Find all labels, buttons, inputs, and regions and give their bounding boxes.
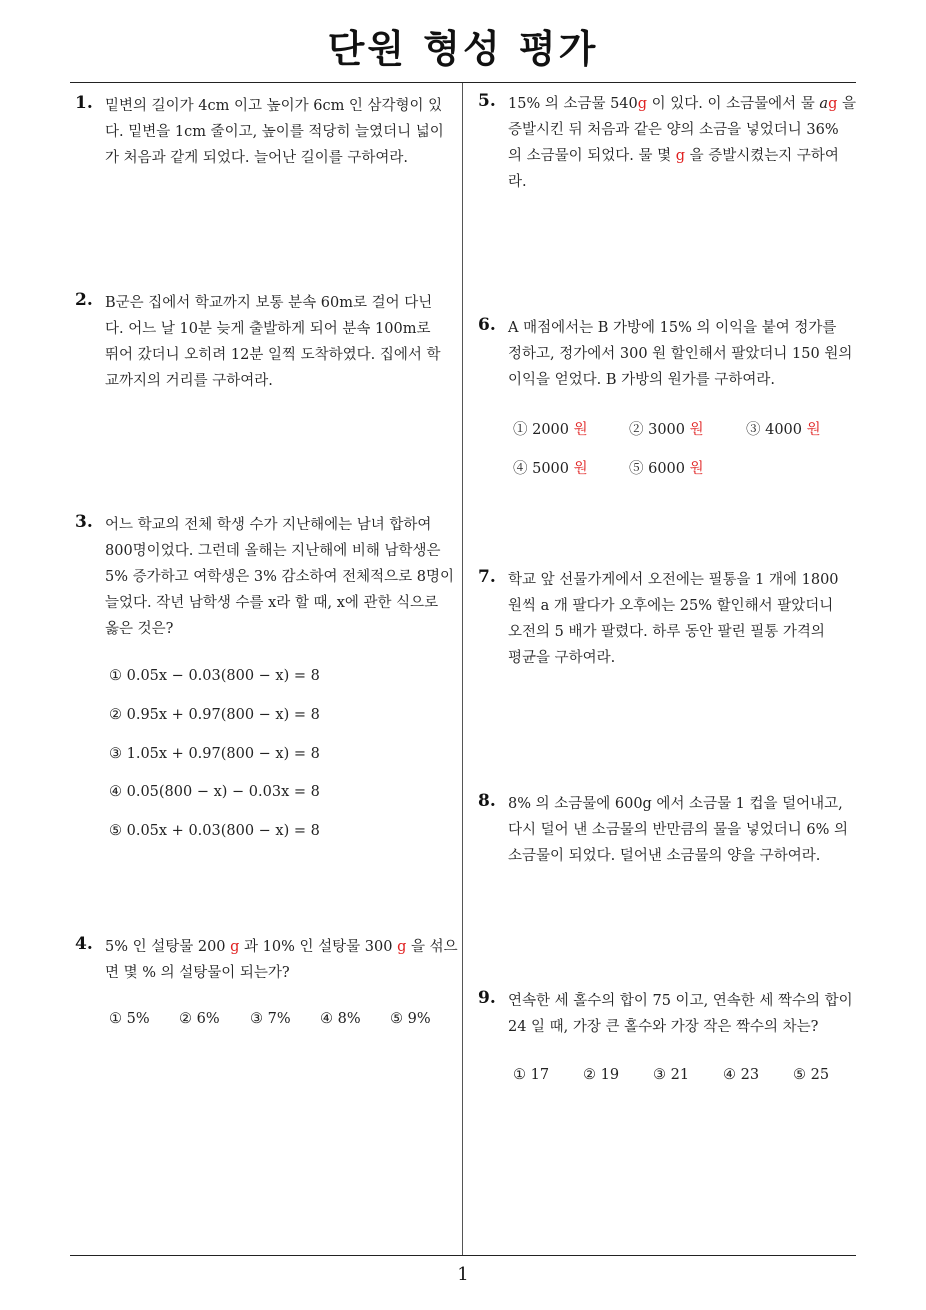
unit-gram: g: [230, 939, 240, 955]
choice-2[interactable]: ② 0.95x + 0.97(800 − x) = 8: [109, 707, 320, 723]
choice-row: [513, 418, 843, 438]
question-line: 원씩 a 개 팔다가 오후에는 25% 할인해서 팔았더니: [508, 598, 834, 614]
text-span: 을: [837, 96, 856, 112]
question-line: 옳은 것은?: [105, 621, 174, 637]
question-line: 이익을 얻었다. B 가방의 원가를 구하여라.: [508, 372, 776, 388]
choice-4[interactable]: ④ 23: [723, 1067, 760, 1083]
choice-text: ⑤ 6000: [629, 461, 690, 477]
top-divider: [70, 82, 856, 83]
unit-gram: g: [675, 148, 686, 164]
question-line: 평균을 구하여라.: [508, 650, 616, 666]
text-span: 을 섞으: [406, 939, 458, 955]
unit-won: 원: [806, 422, 821, 438]
choice-1[interactable]: ① 5%: [109, 1011, 150, 1027]
choice-2[interactable]: ② 19: [583, 1067, 620, 1083]
unit-won: 원: [689, 461, 704, 477]
choice-5[interactable]: ⑤ 9%: [390, 1011, 431, 1027]
choice-text: ③ 4000: [746, 422, 807, 438]
unit-gram: g: [637, 96, 648, 112]
choice-row: [513, 1067, 843, 1087]
unit-gram: g: [397, 939, 407, 955]
question-text: [105, 512, 455, 642]
choice-1[interactable]: [513, 418, 588, 439]
question-line: 면 몇 % 의 설탕물이 되는가?: [105, 965, 290, 981]
question-line: 800명이었다. 그런데 올해는 지난해에 비해 남학생은: [105, 543, 441, 559]
question-number: 7.: [478, 567, 496, 587]
question-text: [508, 567, 858, 671]
question-number: 4.: [75, 934, 93, 954]
page-number: 1: [457, 1264, 469, 1285]
question-number: 2.: [75, 290, 93, 310]
question-line: 뛰어 갔더니 오히려 12분 일찍 도착하였다. 집에서 학: [105, 347, 441, 363]
question-line: 학교 앞 선물가게에서 오전에는 필통을 1 개에 1800: [508, 572, 839, 588]
text-span: 과 10% 인 설탕물 300: [239, 939, 398, 955]
choice-text: ① 2000: [513, 422, 574, 438]
question-line: 소금물이 되었다. 덜어낸 소금물의 양을 구하여라.: [508, 848, 821, 864]
choice-5[interactable]: ⑤ 25: [793, 1067, 830, 1083]
unit-won: 원: [689, 422, 704, 438]
question-line: [508, 91, 858, 117]
choice-4[interactable]: [513, 457, 588, 478]
unit-won: 원: [573, 422, 588, 438]
text-span: 이 있다. 이 소금물에서 물: [647, 96, 820, 112]
column-divider: [462, 83, 463, 1255]
question-line: 어느 학교의 전체 학생 수가 지난해에는 남녀 합하여: [105, 517, 432, 533]
question-line: 밑변의 길이가 4cm 이고 높이가 6cm 인 삼각형이 있: [105, 98, 443, 114]
question-line: 오전의 5 배가 팔렸다. 하루 동안 팔린 필통 가격의: [508, 624, 825, 640]
text-span: 을 증발시켰는지 구하여: [685, 148, 839, 164]
question-line: 가 처음과 같게 되었다. 늘어난 길이를 구하여라.: [105, 150, 409, 166]
text-span: 의 소금물이 되었다. 물 몇: [508, 148, 676, 164]
bottom-divider: [70, 1255, 856, 1256]
question-line: A 매점에서는 B 가방에 15% 의 이익을 붙여 정가를: [508, 320, 837, 336]
question-line: 5% 증가하고 여학생은 3% 감소하여 전체적으로 8명이: [105, 569, 455, 585]
question-text: [508, 791, 858, 869]
question-number: 6.: [478, 315, 496, 335]
page-title: 단원 형성 평가: [327, 27, 599, 71]
question-line: 교까지의 거리를 구하여라.: [105, 373, 273, 389]
choice-5[interactable]: ⑤ 0.05x + 0.03(800 − x) = 8: [109, 823, 320, 839]
question-line: 정하고, 정가에서 300 원 할인해서 팔았더니 150 원의: [508, 346, 853, 362]
text-span: 5% 인 설탕물 200: [105, 939, 231, 955]
question-number: 9.: [478, 988, 496, 1008]
question-line: 늘었다. 작년 남학생 수를 x라 할 때, x에 관한 식으로: [105, 595, 439, 611]
choice-3[interactable]: ③ 7%: [250, 1011, 291, 1027]
choice-3[interactable]: ③ 1.05x + 0.97(800 − x) = 8: [109, 746, 320, 762]
question-line: 다시 덜어 낸 소금물의 반만큼의 물을 넣었더니 6% 의: [508, 822, 849, 838]
choice-3[interactable]: ③ 21: [653, 1067, 690, 1083]
choice-3[interactable]: [746, 418, 821, 439]
question-line: 연속한 세 홀수의 합이 75 이고, 연속한 세 짝수의 합이: [508, 993, 853, 1009]
question-text: [508, 91, 858, 195]
choice-text: ④ 5000: [513, 461, 574, 477]
choice-row: [513, 457, 843, 477]
question-line: 다. 밑변을 1cm 줄이고, 높이를 적당히 늘였더니 넓이: [105, 124, 444, 140]
question-number: 3.: [75, 512, 93, 532]
question-line: 8% 의 소금물에 600g 에서 소금물 1 컵을 덜어내고,: [508, 796, 843, 812]
question-line: 다. 어느 날 10분 늦게 출발하게 되어 분속 100m로: [105, 321, 431, 337]
question-line: B군은 집에서 학교까지 보통 분속 60m로 걸어 다닌: [105, 295, 433, 311]
choice-1[interactable]: ① 0.05x − 0.03(800 − x) = 8: [109, 668, 320, 684]
question-line: 증발시킨 뒤 처음과 같은 양의 소금을 넣었더니 36%: [508, 122, 839, 138]
choice-4[interactable]: ④ 0.05(800 − x) − 0.03x = 8: [109, 784, 320, 800]
question-text: [508, 315, 858, 393]
choice-1[interactable]: ① 17: [513, 1067, 550, 1083]
choice-5[interactable]: [629, 457, 704, 478]
question-line: [105, 934, 458, 960]
question-line: 라.: [508, 174, 527, 190]
choice-4[interactable]: ④ 8%: [320, 1011, 361, 1027]
question-text: [105, 934, 458, 986]
unit-won: 원: [573, 461, 588, 477]
question-line: 24 일 때, 가장 큰 홀수와 가장 작은 짝수의 차는?: [508, 1019, 819, 1035]
question-text: [508, 988, 858, 1040]
unit-gram: g: [828, 96, 838, 112]
choice-row: [109, 1011, 449, 1031]
choice-2[interactable]: ② 6%: [179, 1011, 220, 1027]
question-line: [508, 143, 858, 169]
text-span: 15% 의 소금물 540: [508, 96, 638, 112]
question-text: [105, 93, 455, 171]
variable-a: a: [819, 96, 829, 112]
question-number: 5.: [478, 91, 496, 111]
question-number: 1.: [75, 93, 93, 113]
choice-text: ② 3000: [629, 422, 690, 438]
question-number: 8.: [478, 791, 496, 811]
choice-2[interactable]: [629, 418, 704, 439]
question-text: [105, 290, 455, 394]
